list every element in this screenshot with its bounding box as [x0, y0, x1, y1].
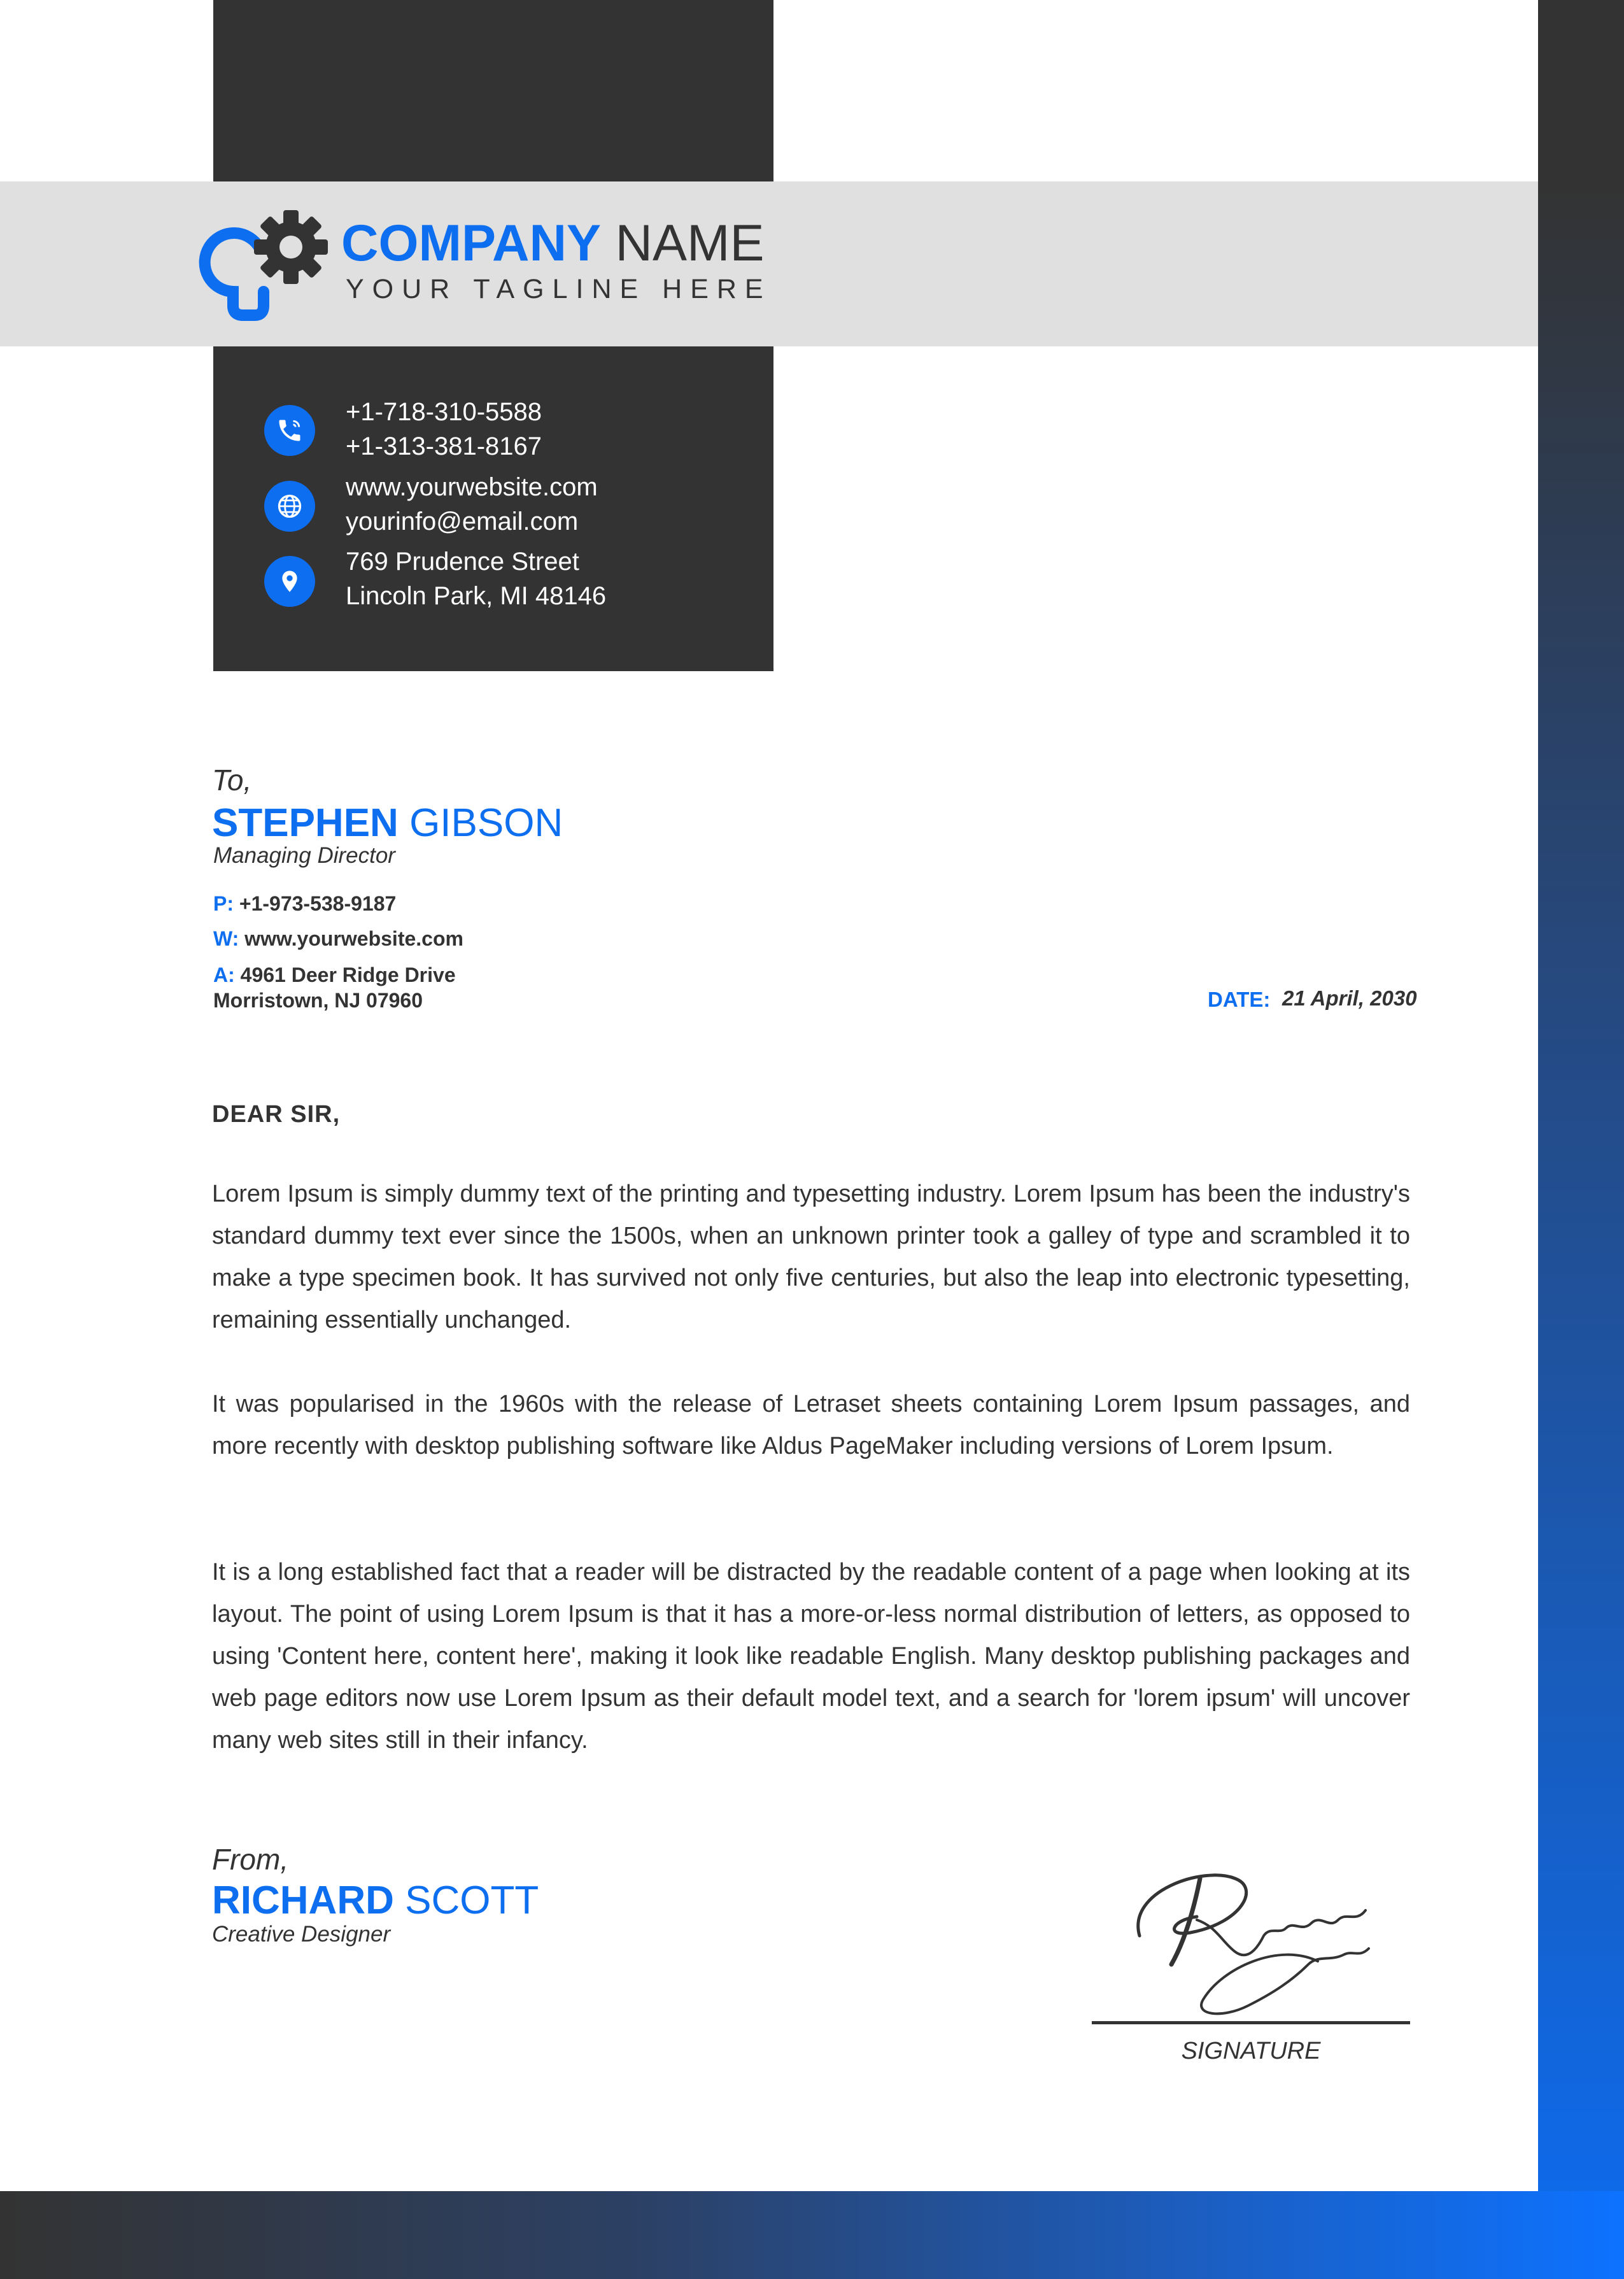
recipient-address: [213, 962, 456, 1013]
phone-number-2: +1-313-381-8167: [346, 432, 542, 460]
date-value: 21 April, 2030: [1282, 986, 1417, 1010]
web-key: W:: [213, 927, 239, 950]
from-label: From,: [212, 1843, 289, 1876]
sender-first-name: RICHARD: [212, 1878, 394, 1922]
company-name-bold: COMPANY: [341, 215, 602, 272]
recipient-web-value[interactable]: www.yourwebsite.com: [239, 927, 463, 950]
recipient-address-line2: Morristown, NJ 07960: [213, 989, 423, 1012]
body-paragraph-2: It was popularised in the 1960s with the release of Letraset sheets containing Lorem Ipsum passages, and more recently with desktop publishing software like Aldus PageMaker including versions of Lorem Ipsum.: [212, 1391, 1410, 1459]
to-label: To,: [212, 763, 252, 797]
right-gradient-bar: [1538, 0, 1624, 2279]
location-pin-icon: [264, 556, 315, 607]
sender-name: [212, 1878, 539, 1923]
address-city: Lincoln Park, MI 48146: [346, 582, 607, 610]
date-label: DATE:: [1208, 988, 1271, 1011]
salutation: DEAR SIR,: [212, 1101, 341, 1128]
recipient-first-name: STEPHEN: [212, 801, 399, 845]
company-name: [341, 213, 765, 273]
recipient-phone: [213, 891, 396, 916]
phone-number-1: +1-718-310-5588: [346, 398, 542, 426]
recipient-address-line1: 4961 Deer Ridge Drive: [234, 963, 456, 986]
recipient-phone-value: +1-973-538-9187: [234, 892, 397, 915]
signature-text: Richard Scott: [1362, 1861, 1401, 1868]
email-link[interactable]: yourinfo@email.com: [346, 508, 579, 536]
company-name-light: NAME: [601, 215, 765, 272]
recipient-web: [213, 926, 463, 951]
recipient-title: Managing Director: [213, 843, 395, 868]
body-paragraph-1: Lorem Ipsum is simply dummy text of the printing and typesetting industry. Lorem Ipsum has been the industry's standard dummy text ever since the 1500s, when an unknown printer took a galley of type and scrambled it to make a type specimen book. It has survived not only five centuries, but also the leap into electronic typesetting, remaining essentially unchanged.: [212, 1181, 1410, 1333]
address-street: 769 Prudence Street: [346, 548, 579, 576]
body-paragraph-3: It is a long established fact that a reader will be distracted by the readable content of a page when looking at its layout. The point of using Lorem Ipsum is that it has a more-or-less normal distribution of letters, as opposed to using 'Content here, content here', making it look like readable English. Many desktop publishing packages and web page editors now use Lorem Ipsum as their default model text, and a search for 'lorem ipsum' will uncover many web sites still in their infancy.: [212, 1559, 1410, 1754]
lightbulb-gear-icon: [210, 210, 328, 318]
phone-key: P:: [213, 892, 234, 915]
handwritten-signature: [1127, 1853, 1401, 2022]
bottom-gradient-bar: [0, 2191, 1624, 2279]
signature-caption: SIGNATURE: [1181, 2038, 1321, 2064]
address-key: A:: [213, 963, 235, 986]
sender-title: Creative Designer: [212, 1922, 391, 1947]
recipient-last-name: GIBSON: [398, 801, 563, 845]
sender-last-name: SCOTT: [393, 1878, 539, 1922]
phone-icon: [264, 405, 315, 456]
recipient-name: [212, 801, 563, 846]
company-tagline: YOUR TAGLINE HERE: [346, 274, 772, 304]
website-link[interactable]: www.yourwebsite.com: [346, 473, 598, 501]
signature-line: [1092, 2021, 1410, 2024]
header-dark-block: [213, 0, 773, 181]
globe-icon: [264, 481, 315, 532]
